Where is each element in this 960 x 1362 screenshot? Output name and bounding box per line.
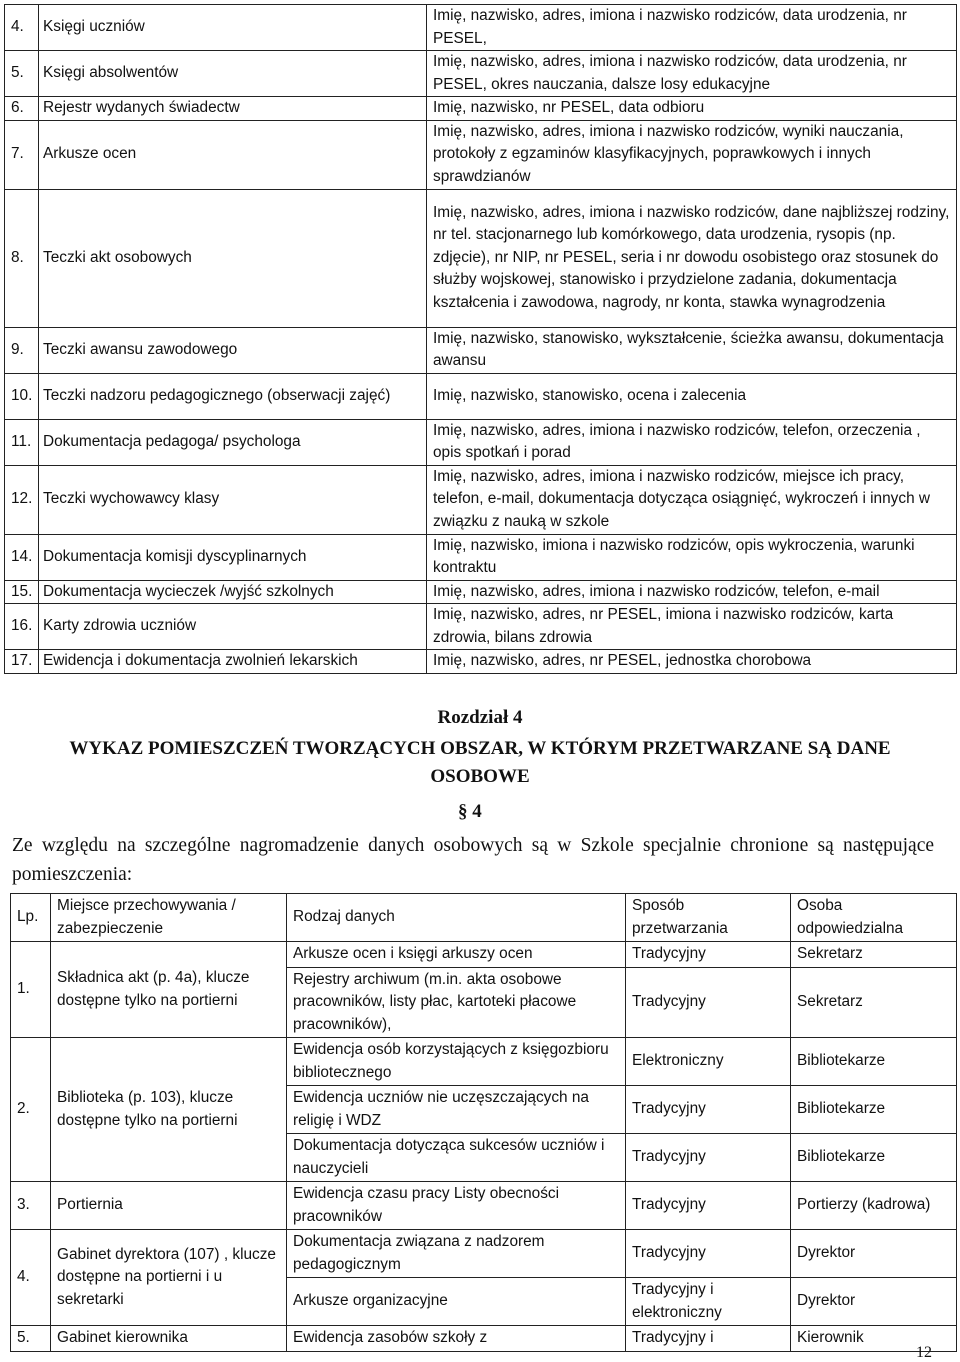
data-type: Ewidencja zasobów szkoły z: [287, 1326, 626, 1352]
row-number: 4.: [5, 5, 39, 51]
responsible-person: Sekretarz: [791, 942, 957, 968]
table-header-row: [11, 894, 957, 942]
table-row: [5, 604, 957, 650]
register-name: Karty zdrowia uczniów: [39, 604, 427, 650]
register-name: Księgi uczniów: [39, 5, 427, 51]
responsible-person: Bibliotekarze: [791, 1134, 957, 1182]
data-scope: Imię, nazwisko, adres, imiona i nazwisko rodziców, telefon, e-mail: [427, 580, 957, 604]
data-type: Rejestry archiwum (m.in. akta osobowe pracowników, listy płac, kartoteki płacowe pracowników),: [287, 967, 626, 1038]
table-row: [5, 120, 957, 189]
table-row: [5, 465, 957, 534]
data-scope: Imię, nazwisko, stanowisko, wykształcenie, ścieżka awansu, dokumentacja awansu: [427, 327, 957, 373]
data-scope: Imię, nazwisko, adres, nr PESEL, jednostka chorobowa: [427, 650, 957, 674]
row-number: 15.: [5, 580, 39, 604]
processing-method: Tradycyjny: [626, 1182, 791, 1230]
row-number: 17.: [5, 650, 39, 674]
responsible-person: Dyrektor: [791, 1278, 957, 1326]
header-place: Miejsce przechowywania / zabezpieczenie: [51, 894, 287, 942]
room-location: Biblioteka (p. 103), klucze dostępne tylko na portierni: [51, 1038, 287, 1182]
room-location: Składnica akt (p. 4a), klucze dostępne tylko na portierni: [51, 942, 287, 1038]
row-number: 16.: [5, 604, 39, 650]
register-name: Teczki akt osobowych: [39, 189, 427, 327]
data-scope: Imię, nazwisko, adres, imiona i nazwisko rodziców, miejsce ich pracy, telefon, e-mail, dokumentacja dotycząca osiągnięć, wykroczeń i innych w związku z nauką w szkole: [427, 465, 957, 534]
data-type: Ewidencja czasu pracy Listy obecności pracowników: [287, 1182, 626, 1230]
room-location: Gabinet kierownika: [51, 1326, 287, 1352]
data-type: Dokumentacja dotycząca sukcesów uczniów i nauczycieli: [287, 1134, 626, 1182]
row-number: 11.: [5, 419, 39, 465]
row-number: 5.: [5, 51, 39, 97]
data-scope: Imię, nazwisko, adres, imiona i nazwisko rodziców, wyniki nauczania, protokoły z egzaminów klasyfikacyjnych, poprawkowych i innych sprawdzianów: [427, 120, 957, 189]
row-number: 9.: [5, 327, 39, 373]
row-number: 10.: [5, 373, 39, 419]
table-row: [5, 373, 957, 419]
room-location: Portiernia: [51, 1182, 287, 1230]
responsible-person: Bibliotekarze: [791, 1086, 957, 1134]
register-name: Teczki nadzoru pedagogicznego (obserwacji zajęć): [39, 373, 427, 419]
header-person: Osoba odpowiedzialna: [791, 894, 957, 942]
responsible-person: Kierownik: [791, 1326, 957, 1352]
data-scope: Imię, nazwisko, imiona i nazwisko rodziców, opis wykroczenia, warunki kontraktu: [427, 534, 957, 580]
processing-method: Tradycyjny i elektroniczny: [626, 1278, 791, 1326]
table-row: [11, 1038, 957, 1086]
processing-method: Tradycyjny: [626, 1134, 791, 1182]
room-location: Gabinet dyrektora (107) , klucze dostępne na portierni i u sekretarki: [51, 1230, 287, 1326]
data-type: Ewidencja uczniów nie uczęszczających na religię i WDZ: [287, 1086, 626, 1134]
chapter-heading: WYKAZ POMIESZCZEŃ TWORZĄCYCH OBSZAR, W KTÓRYM PRZETWARZANE SĄ DANE OSOBOWE: [69, 738, 891, 787]
table-row: [11, 942, 957, 968]
data-type: Arkusze ocen i księgi arkuszy ocen: [287, 942, 626, 968]
processing-method: Tradycyjny: [626, 967, 791, 1038]
processing-method: Tradycyjny: [626, 942, 791, 968]
room-number: 5.: [11, 1326, 51, 1352]
register-name: Rejestr wydanych świadectw: [39, 97, 427, 121]
table-row: [5, 419, 957, 465]
data-scope: Imię, nazwisko, adres, imiona i nazwisko rodziców, telefon, orzeczenia , opis spotkań i porad: [427, 419, 957, 465]
row-number: 12.: [5, 465, 39, 534]
table-row: [5, 189, 957, 327]
table-row: [5, 580, 957, 604]
processing-method: Tradycyjny: [626, 1230, 791, 1278]
header-method: Sposób przetwarzania: [626, 894, 791, 942]
data-scope: Imię, nazwisko, stanowisko, ocena i zalecenia: [427, 373, 957, 419]
responsible-person: Portierzy (kadrowa): [791, 1182, 957, 1230]
data-scope: Imię, nazwisko, nr PESEL, data odbioru: [427, 97, 957, 121]
row-number: 14.: [5, 534, 39, 580]
register-name: Teczki awansu zawodowego: [39, 327, 427, 373]
register-name: Dokumentacja pedagoga/ psychologa: [39, 419, 427, 465]
table-row: [5, 97, 957, 121]
row-number: 8.: [5, 189, 39, 327]
processing-method: Tradycyjny i: [626, 1326, 791, 1352]
row-number: 7.: [5, 120, 39, 189]
paragraph-sign: § 4: [458, 801, 482, 822]
table-row: [5, 650, 957, 674]
room-number: 1.: [11, 942, 51, 1038]
data-type: Ewidencja osób korzystających z księgozbioru bibliotecznego: [287, 1038, 626, 1086]
paragraph-text: Ze względu na szczególne nagromadzenie danych osobowych są w Szkole specjalnie chronione są następujące pomieszczenia:: [12, 835, 934, 885]
register-name: Arkusze ocen: [39, 120, 427, 189]
room-number: 2.: [11, 1038, 51, 1182]
data-type: Arkusze organizacyjne: [287, 1278, 626, 1326]
protected-rooms-table: [10, 893, 957, 1352]
page-number: 12: [916, 1344, 932, 1361]
room-number: 3.: [11, 1182, 51, 1230]
table-row: [5, 5, 957, 51]
chapter-title: Rozdział 4: [437, 707, 523, 728]
register-name: Dokumentacja komisji dyscyplinarnych: [39, 534, 427, 580]
table-row: [5, 51, 957, 97]
register-name: Dokumentacja wycieczek /wyjść szkolnych: [39, 580, 427, 604]
room-number: 4.: [11, 1230, 51, 1326]
header-data-type: Rodzaj danych: [287, 894, 626, 942]
register-name: Ewidencja i dokumentacja zwolnień lekarskich: [39, 650, 427, 674]
responsible-person: Dyrektor: [791, 1230, 957, 1278]
table-row: [11, 1182, 957, 1230]
data-type: Dokumentacja związana z nadzorem pedagogicznym: [287, 1230, 626, 1278]
table-row: [5, 327, 957, 373]
register-name: Teczki wychowawcy klasy: [39, 465, 427, 534]
header-lp: Lp.: [11, 894, 51, 942]
row-number: 6.: [5, 97, 39, 121]
responsible-person: Bibliotekarze: [791, 1038, 957, 1086]
data-scope: Imię, nazwisko, adres, imiona i nazwisko rodziców, data urodzenia, nr PESEL,: [427, 5, 957, 51]
data-scope: Imię, nazwisko, adres, imiona i nazwisko rodziców, dane najbliższej rodziny, nr tel. stacjonarnego lub komórkowego, data urodzenia, rysopis (np. zdjęcie), nr NIP, nr PESEL, seria i nr dowodu osobistego oraz stosunek do służby wojskowej, stanowisko i przydzielone zadania, dokumentacja kształcenia i zawodowa, nagrody, nr konta, stawka wynagrodzenia: [427, 189, 957, 327]
data-scope: Imię, nazwisko, adres, nr PESEL, imiona i nazwisko rodziców, karta zdrowia, bilans zdrowia: [427, 604, 957, 650]
data-scope: Imię, nazwisko, adres, imiona i nazwisko rodziców, data urodzenia, nr PESEL, okres nauczania, dalsze losy edukacyjne: [427, 51, 957, 97]
table-row: [11, 1230, 957, 1278]
responsible-person: Sekretarz: [791, 967, 957, 1038]
personal-data-registers-table: [4, 4, 957, 674]
processing-method: Tradycyjny: [626, 1086, 791, 1134]
register-name: Księgi absolwentów: [39, 51, 427, 97]
table-row: [5, 534, 957, 580]
table-row: [11, 1326, 957, 1352]
processing-method: Elektroniczny: [626, 1038, 791, 1086]
